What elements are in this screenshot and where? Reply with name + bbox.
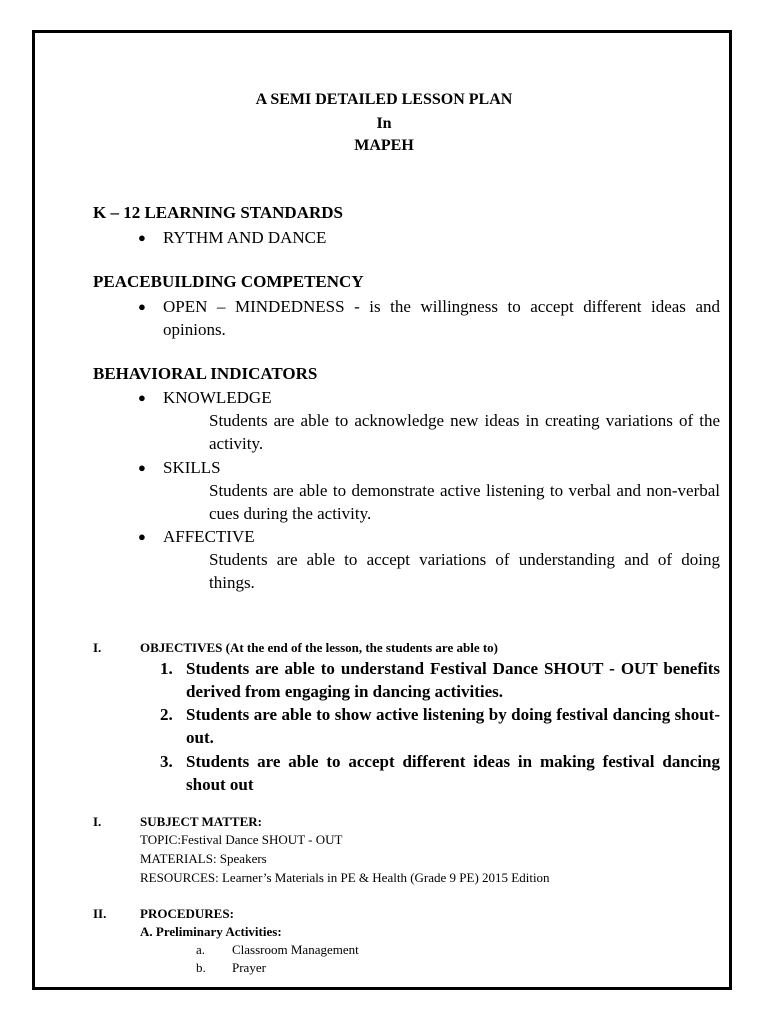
resources-line: RESOURCES: Learner’s Materials in PE & Health (Grade 9 PE) 2015 Edition: [140, 870, 550, 885]
document-title-in: In: [376, 115, 392, 132]
indicator-description: Students are able to demonstrate active listening to verbal and non-verbal cues during the activity.: [209, 481, 720, 523]
document-subject: MAPEH: [354, 137, 414, 154]
learning-standards-heading: K – 12 LEARNING STANDARDS: [93, 203, 343, 222]
activity-letter: a.: [196, 942, 206, 957]
behavioral-heading: BEHAVIORAL INDICATORS: [93, 364, 318, 383]
bullet-icon: ●: [138, 460, 146, 475]
bullet-icon: ●: [138, 390, 146, 405]
peacebuilding-heading: PEACEBUILDING COMPETENCY: [93, 272, 364, 291]
objective-text: Students are able to understand Festival Dance SHOUT - OUT benefits derived from engaging in dancing activities.: [186, 659, 720, 701]
subject-matter-heading: SUBJECT MATTER:: [140, 814, 262, 829]
activity-item: Classroom Management: [232, 942, 359, 957]
indicator-description: Students are able to accept variations of understanding and of doing things.: [209, 550, 720, 592]
section-numeral: I.: [93, 814, 102, 829]
activity-item: Prayer: [232, 960, 266, 975]
preliminary-activities-heading: A. Preliminary Activities:: [140, 924, 282, 939]
section-numeral: II.: [93, 906, 107, 921]
objective-text: Students are able to accept different ideas in making festival dancing shout out: [186, 752, 720, 794]
bullet-icon: ●: [138, 529, 146, 544]
bullet-icon: ●: [138, 299, 146, 314]
bullet-icon: ●: [138, 230, 146, 245]
indicator-label: KNOWLEDGE: [163, 388, 272, 407]
topic-line: TOPIC:Festival Dance SHOUT - OUT: [140, 832, 343, 847]
materials-line: MATERIALS: Speakers: [140, 851, 267, 866]
objective-number: 2.: [160, 705, 173, 724]
objective-number: 3.: [160, 752, 173, 771]
document-title: A SEMI DETAILED LESSON PLAN: [255, 91, 513, 108]
indicator-label: AFFECTIVE: [163, 527, 255, 546]
indicator-description: Students are able to acknowledge new ideas in creating variations of the activity.: [209, 411, 720, 453]
activity-letter: b.: [196, 960, 206, 975]
learning-standard-item: RYTHM AND DANCE: [163, 228, 327, 247]
section-numeral: I.: [93, 640, 102, 655]
procedures-heading: PROCEDURES:: [140, 906, 234, 921]
indicator-label: SKILLS: [163, 458, 221, 477]
objective-text: Students are able to show active listening by doing festival dancing shout- out.: [186, 705, 720, 747]
objective-number: 1.: [160, 659, 173, 678]
peacebuilding-item: OPEN – MINDEDNESS - is the willingness to accept different ideas and opinions.: [163, 297, 720, 339]
objectives-heading: OBJECTIVES (At the end of the lesson, the students are able to): [140, 640, 498, 655]
